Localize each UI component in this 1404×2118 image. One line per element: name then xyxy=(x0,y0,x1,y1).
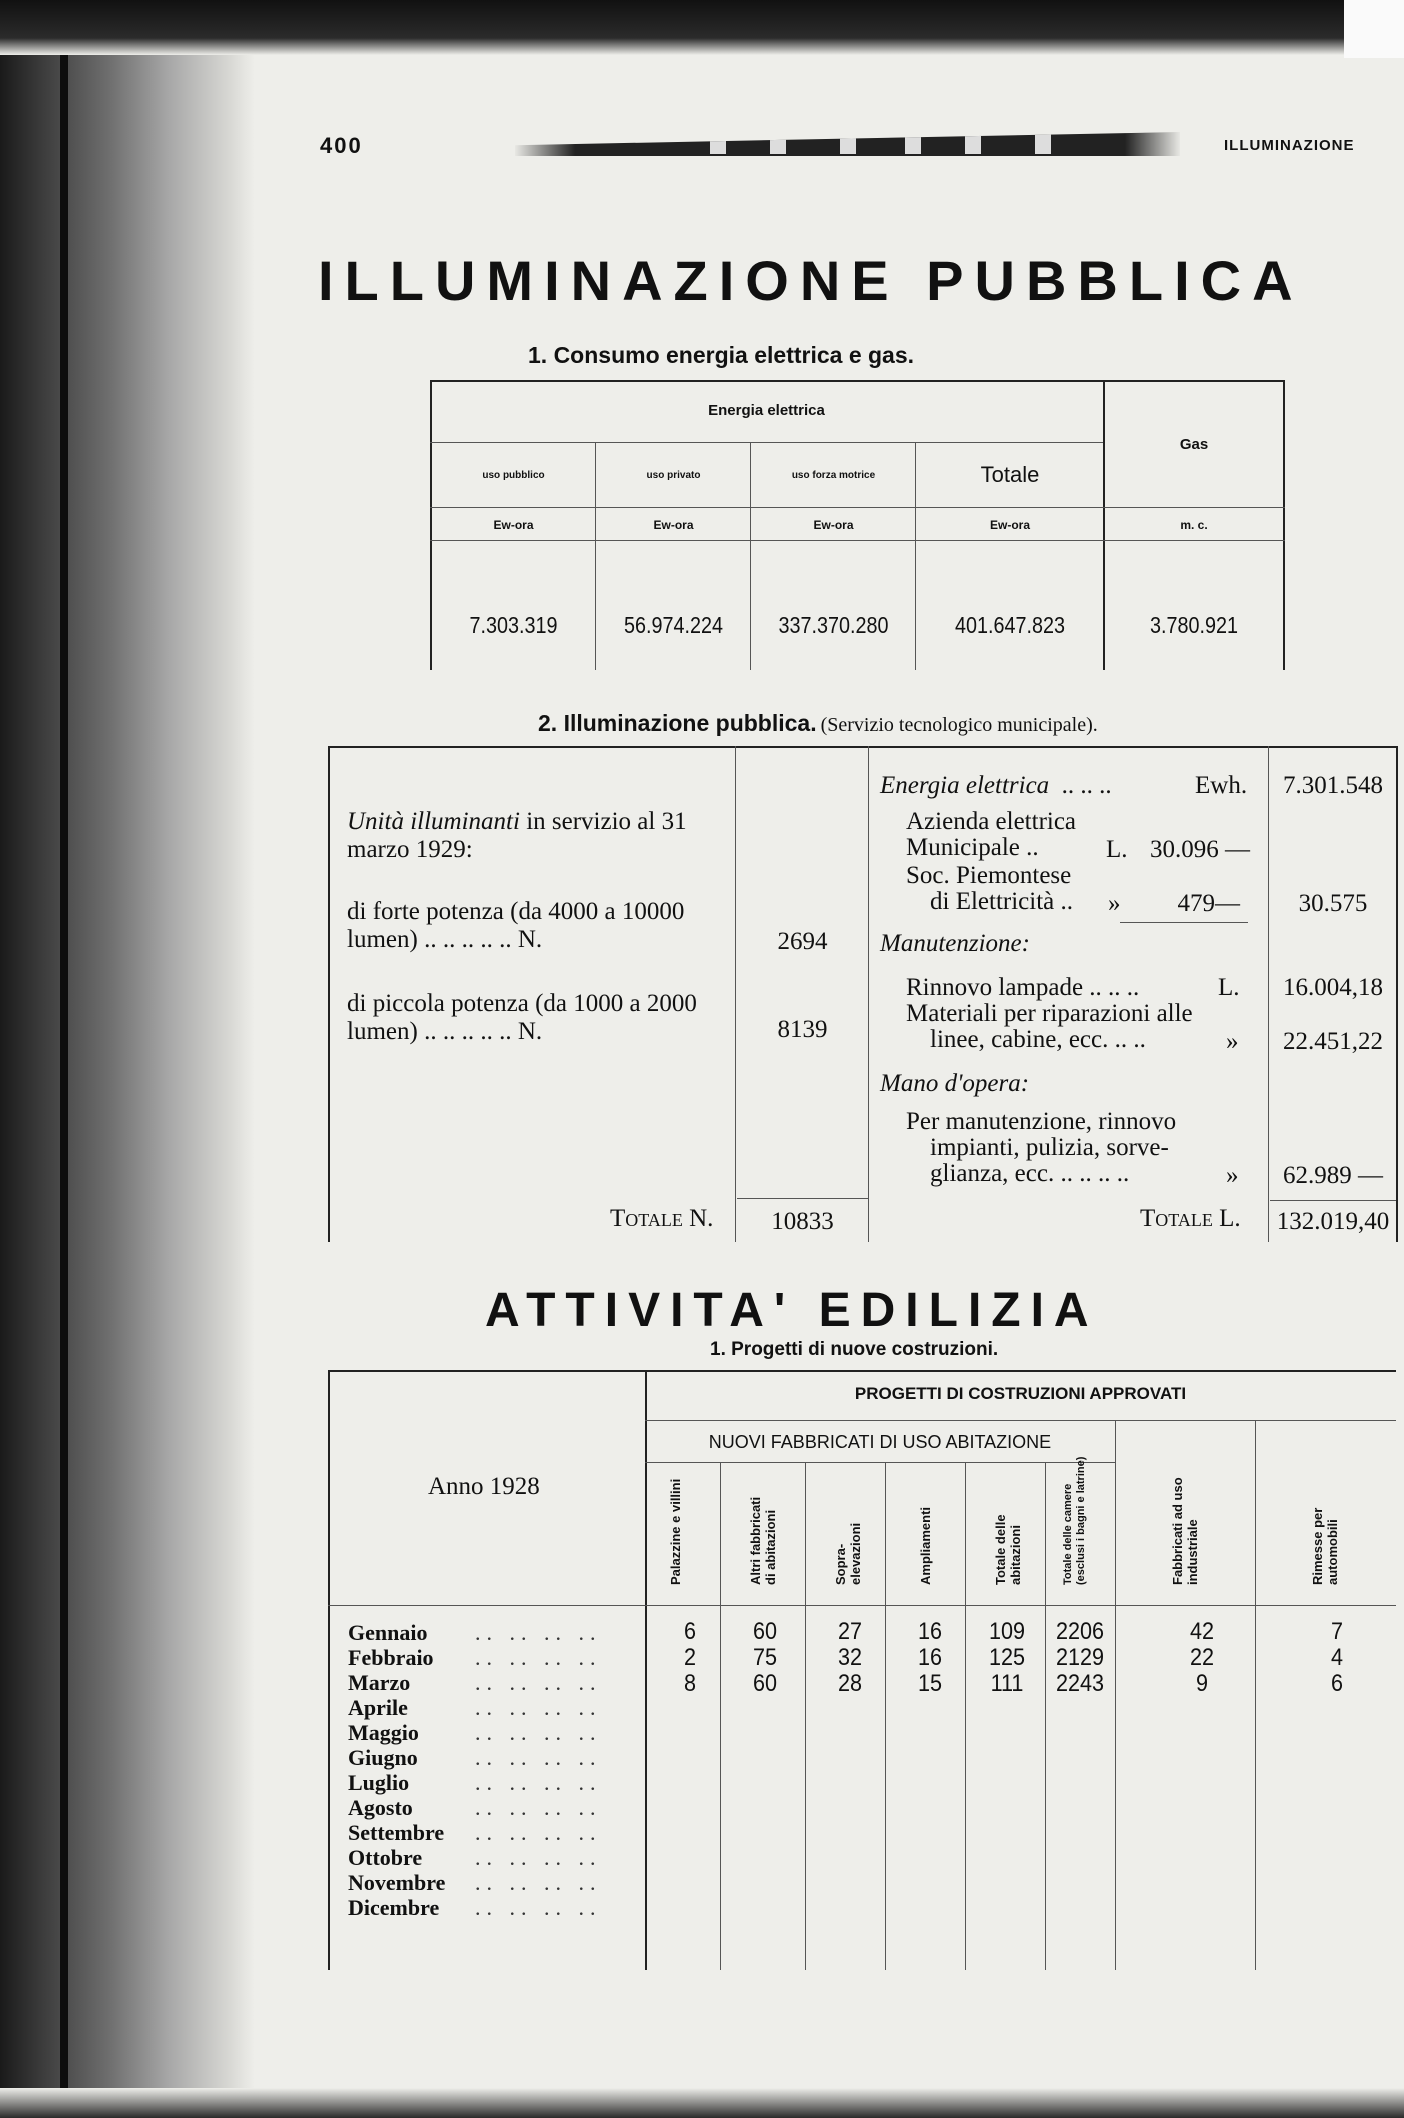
bottom-edge-shadow xyxy=(0,2088,1404,2118)
leader-dots: .. .. .. .. xyxy=(475,1695,602,1720)
t2-per-line2: impianti, pulizia, sorve- xyxy=(930,1134,1169,1161)
t2-units-heading-2: marzo 1929: xyxy=(347,836,473,863)
t2-soc-line1: Soc. Piemontese xyxy=(906,862,1072,889)
t3-cell: 22 xyxy=(1189,1644,1215,1671)
t2-totale-right-label: Totale L. xyxy=(1140,1205,1241,1232)
t2-energia-value: 7.301.548 xyxy=(1283,772,1383,799)
t3-cell: 8 xyxy=(683,1670,697,1697)
t2-totale-right-value: 132.019,40 xyxy=(1276,1208,1390,1235)
t2-materiali-line2: linee, cabine, ecc. .. .. xyxy=(930,1026,1146,1053)
t3-cell: 125 xyxy=(988,1644,1026,1671)
t3-cell: 28 xyxy=(837,1670,863,1697)
t3-cell: 109 xyxy=(988,1618,1026,1645)
t3-cell: 2 xyxy=(683,1644,697,1671)
leader-dots: .. .. .. .. xyxy=(475,1895,602,1920)
t1-col-totale: Totale xyxy=(980,462,1040,487)
t3-col-totale-camere: Totale delle camere (esclusi i bagni e latrine) xyxy=(1062,1456,1087,1585)
t2-per-line1: Per manutenzione, rinnovo xyxy=(906,1108,1177,1135)
t2-forte-line1: di forte potenza (da 4000 a 10000 xyxy=(347,898,685,925)
t1-gas-header: Gas xyxy=(1179,436,1209,453)
t3-col-altri: Altri fabbricati di abitazioni xyxy=(748,1496,778,1585)
t2-piccola-line1: di piccola potenza (da 1000 a 2000 xyxy=(347,990,697,1017)
section2-title: ATTIVITA' EDILIZIA xyxy=(485,1284,1099,1337)
t1-group-header: Energia elettrica xyxy=(708,402,825,419)
t1-unit-4: Ew-ora xyxy=(989,518,1030,532)
t3-month: Settembre xyxy=(348,1820,445,1845)
binding-strip xyxy=(60,0,68,2118)
t3-month: Ottobre xyxy=(348,1845,423,1870)
leader-dots: .. .. .. .. xyxy=(475,1670,602,1695)
t1-value-gas: 3.780.921 xyxy=(1149,612,1238,638)
t3-month: Novembre xyxy=(348,1870,446,1895)
t3-cell: 60 xyxy=(752,1670,778,1697)
table3-title: 1. Progetti di nuove costruzioni. xyxy=(710,1339,999,1360)
leader-dots: .. .. .. .. xyxy=(475,1645,602,1670)
t1-col-uso-privato: uso privato xyxy=(646,470,701,481)
t3-month: Dicembre xyxy=(348,1895,440,1920)
t2-materiali-unit: » xyxy=(1226,1028,1239,1055)
t3-col-rimesse: Rimesse per automobili xyxy=(1310,1507,1340,1585)
t2-totale-left-label: Totale N. xyxy=(610,1205,714,1232)
t1-value-forza: 337.370.280 xyxy=(778,612,889,638)
t2-azienda-unit: L. xyxy=(1106,836,1128,863)
t2-manutenzione-label: Manutenzione: xyxy=(880,930,1030,957)
t2-rinnovo-value: 16.004,18 xyxy=(1283,974,1383,1001)
t2-rinnovo-label: Rinnovo lampade .. .. .. xyxy=(906,974,1140,1001)
t3-cell: 6 xyxy=(683,1618,697,1645)
t1-col-uso-pubblico: uso pubblico xyxy=(482,470,545,481)
t1-unit-2: Ew-ora xyxy=(653,518,694,532)
t3-month: Aprile xyxy=(348,1695,408,1720)
t2-azienda-value: 30.096 — xyxy=(1150,836,1250,863)
t2-energia-row: Energia elettrica .. .. .. xyxy=(880,772,1112,799)
t2-materiali-value: 22.451,22 xyxy=(1283,1028,1383,1055)
page-number: 400 xyxy=(320,133,363,158)
main-title: ILLUMINAZIONE PUBBLICA xyxy=(318,249,1304,312)
t3-month: Febbraio xyxy=(348,1645,434,1670)
leader-dots: .. .. .. .. xyxy=(475,1720,602,1745)
header-decorative-bar xyxy=(515,132,1180,156)
t2-per-unit: » xyxy=(1226,1162,1239,1189)
t3-subgroup-header: NUOVI FABBRICATI DI USO ABITAZIONE xyxy=(708,1432,1052,1452)
t2-energia-unit: Ewh. xyxy=(1195,772,1248,799)
top-edge-shadow xyxy=(0,0,1404,55)
t3-col-sopraelevazioni: Sopra-elevazioni xyxy=(833,1522,863,1585)
t2-units-heading: Unità illuminanti in servizio al 31 xyxy=(347,808,687,835)
t2-per-value: 62.989 — xyxy=(1283,1162,1383,1189)
t3-month: Luglio xyxy=(348,1770,410,1795)
t2-per-line3: glianza, ecc. .. .. .. .. xyxy=(930,1160,1130,1187)
table1-title: 1. Consumo energia elettrica e gas. xyxy=(528,342,915,368)
t2-forte-value: 2694 xyxy=(777,928,828,955)
t1-col-forza-motrice: uso forza motrice xyxy=(791,470,876,481)
t2-rinnovo-unit: L. xyxy=(1218,974,1240,1001)
t3-col-palazzine: Palazzine e villini xyxy=(668,1478,683,1585)
t3-col-industriale: Fabbricati ad uso industriale xyxy=(1170,1477,1200,1585)
leader-dots: .. .. .. .. xyxy=(475,1820,602,1845)
running-title: ILLUMINAZIONE xyxy=(1224,137,1355,154)
t3-cell: 16 xyxy=(917,1644,943,1671)
t2-soc-unit: » xyxy=(1108,890,1121,917)
t1-unit-gas: m. c. xyxy=(1180,518,1208,532)
t3-col-totale-abitazioni: Totale delle abitazioni xyxy=(993,1514,1023,1585)
binding-shadow xyxy=(0,0,255,2118)
t3-group-header: PROGETTI DI COSTRUZIONI APPROVATI xyxy=(854,1384,1187,1403)
leader-dots: .. .. .. .. xyxy=(475,1770,602,1795)
t1-value-pubblico: 7.303.319 xyxy=(469,612,558,638)
t3-cell: 2243 xyxy=(1055,1670,1105,1697)
t2-azienda-line1: Azienda elettrica xyxy=(906,808,1077,835)
t2-materiali-line1: Materiali per riparazioni alle xyxy=(906,1000,1193,1027)
t3-cell: 111 xyxy=(990,1670,1024,1697)
t2-soc-line2: di Elettricità .. xyxy=(930,888,1074,915)
t3-cell: 75 xyxy=(752,1644,778,1671)
t3-month: Maggio xyxy=(348,1720,419,1745)
t3-cell: 2206 xyxy=(1055,1618,1105,1645)
t2-energia-subtotal: 30.575 xyxy=(1298,890,1368,917)
t2-forte-line2: lumen) .. .. .. .. .. N. xyxy=(347,926,543,953)
leader-dots: .. .. .. .. xyxy=(475,1620,602,1645)
t3-cell: 32 xyxy=(837,1644,863,1671)
t3-col-ampliamenti: Ampliamenti xyxy=(918,1506,933,1585)
t1-value-privato: 56.974.224 xyxy=(623,612,724,638)
t1-value-totale: 401.647.823 xyxy=(955,612,1065,638)
t1-unit-1: Ew-ora xyxy=(493,518,534,532)
t2-soc-value: 479— xyxy=(1177,890,1240,917)
table2-title: 2. Illuminazione pubblica. xyxy=(538,710,817,736)
table2-title-line xyxy=(538,710,1098,737)
t3-cell: 15 xyxy=(917,1670,943,1697)
t3-cell: 2129 xyxy=(1055,1644,1105,1671)
t3-month: Giugno xyxy=(348,1745,418,1770)
t3-cell: 16 xyxy=(917,1618,943,1645)
t3-month: Marzo xyxy=(348,1670,411,1695)
leader-dots: .. .. .. .. xyxy=(475,1870,602,1895)
t3-cell: 60 xyxy=(752,1618,778,1645)
leader-dots: .. .. .. .. xyxy=(475,1795,602,1820)
t2-piccola-line2: lumen) .. .. .. .. .. N. xyxy=(347,1018,543,1045)
t3-year-label: Anno 1928 xyxy=(428,1473,540,1500)
leader-dots: .. .. .. .. xyxy=(475,1745,602,1770)
t3-month: Gennaio xyxy=(348,1620,428,1645)
t3-cell: 7 xyxy=(1330,1618,1344,1645)
t3-cell: 4 xyxy=(1330,1644,1344,1671)
t3-cell: 27 xyxy=(837,1618,863,1645)
t3-cell: 6 xyxy=(1330,1670,1344,1697)
t2-totale-left-value: 10833 xyxy=(771,1208,834,1235)
table2-title-note: (Servizio tecnologico municipale). xyxy=(820,714,1098,736)
t2-piccola-value: 8139 xyxy=(777,1016,828,1043)
t2-azienda-line2: Municipale .. xyxy=(906,834,1039,861)
t1-unit-3: Ew-ora xyxy=(813,518,854,532)
t3-month: Agosto xyxy=(348,1795,413,1820)
t3-cell: 42 xyxy=(1189,1618,1215,1645)
t3-cell: 9 xyxy=(1195,1670,1209,1697)
top-corner xyxy=(1344,0,1404,58)
t2-mano-label: Mano d'opera: xyxy=(880,1070,1030,1097)
leader-dots: .. .. .. .. xyxy=(475,1845,602,1870)
